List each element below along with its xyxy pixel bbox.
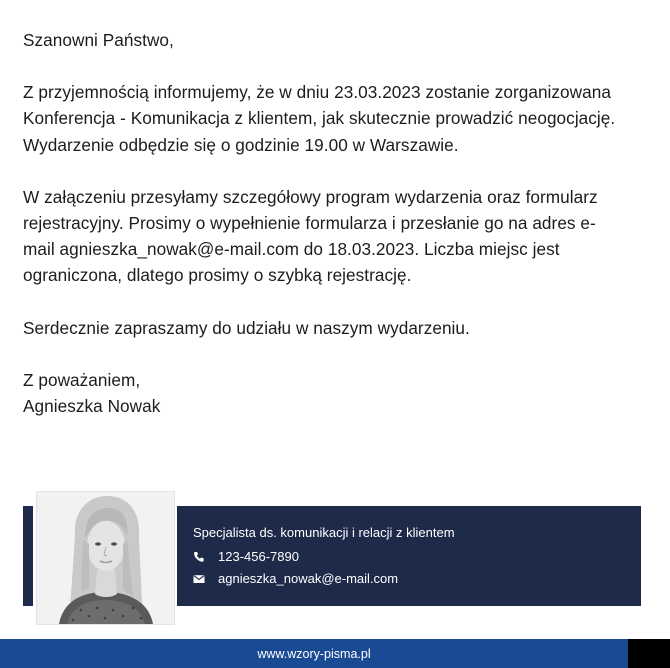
phone-icon	[193, 551, 205, 563]
avatar	[36, 491, 175, 625]
paragraph-2-line-4: ograniczona, dlatego prosimy o szybką rejestrację.	[23, 265, 412, 286]
footer-bar	[0, 639, 628, 668]
paragraph-1-line-2: Konferencja - Komunikacja z klientem, jak skutecznie prowadzić neogocjację.	[23, 108, 616, 129]
sender-name: Agnieszka Nowak	[23, 396, 161, 417]
signature-panel	[177, 506, 641, 606]
email-address[interactable]: agnieszka_nowak@e-mail.com	[218, 571, 399, 586]
paragraph-2-line-2: rejestracyjny. Prosimy o wypełnienie formularza i przesłanie go na adres e-	[23, 213, 596, 234]
letter-body	[23, 27, 653, 419]
paragraph-3: Serdecznie zapraszamy do udziału w naszym wydarzeniu.	[23, 317, 470, 338]
email-row	[193, 571, 398, 587]
signature-accent-bar	[23, 506, 33, 606]
paragraph-2-line-1: W załączeniu przesyłamy szczegółowy program wydarzenia oraz formularz	[23, 186, 598, 207]
envelope-icon	[193, 573, 205, 585]
job-title: Specjalista ds. komunikacji i relacji z klientem	[193, 525, 455, 540]
phone-number[interactable]: 123-456-7890	[218, 549, 299, 564]
footer-site-link[interactable]: www.wzory-pisma.pl	[257, 646, 371, 661]
phone-row	[193, 549, 299, 565]
closing: Z poważaniem,	[23, 369, 141, 390]
greeting: Szanowni Państwo,	[23, 30, 174, 50]
paragraph-1-line-3: Wydarzenie odbędzie się o godzinie 19.00 w Warszawie.	[23, 134, 459, 155]
paragraph-1-line-1: Z przyjemnością informujemy, że w dniu 23.03.2023 zostanie zorganizowana	[23, 82, 611, 103]
portrait-photo	[37, 492, 174, 624]
footer-corner-block	[628, 639, 670, 668]
paragraph-2-line-3: mail agnieszka_nowak@e-mail.com do 18.03.2023. Liczba miejsc jest	[23, 239, 560, 260]
